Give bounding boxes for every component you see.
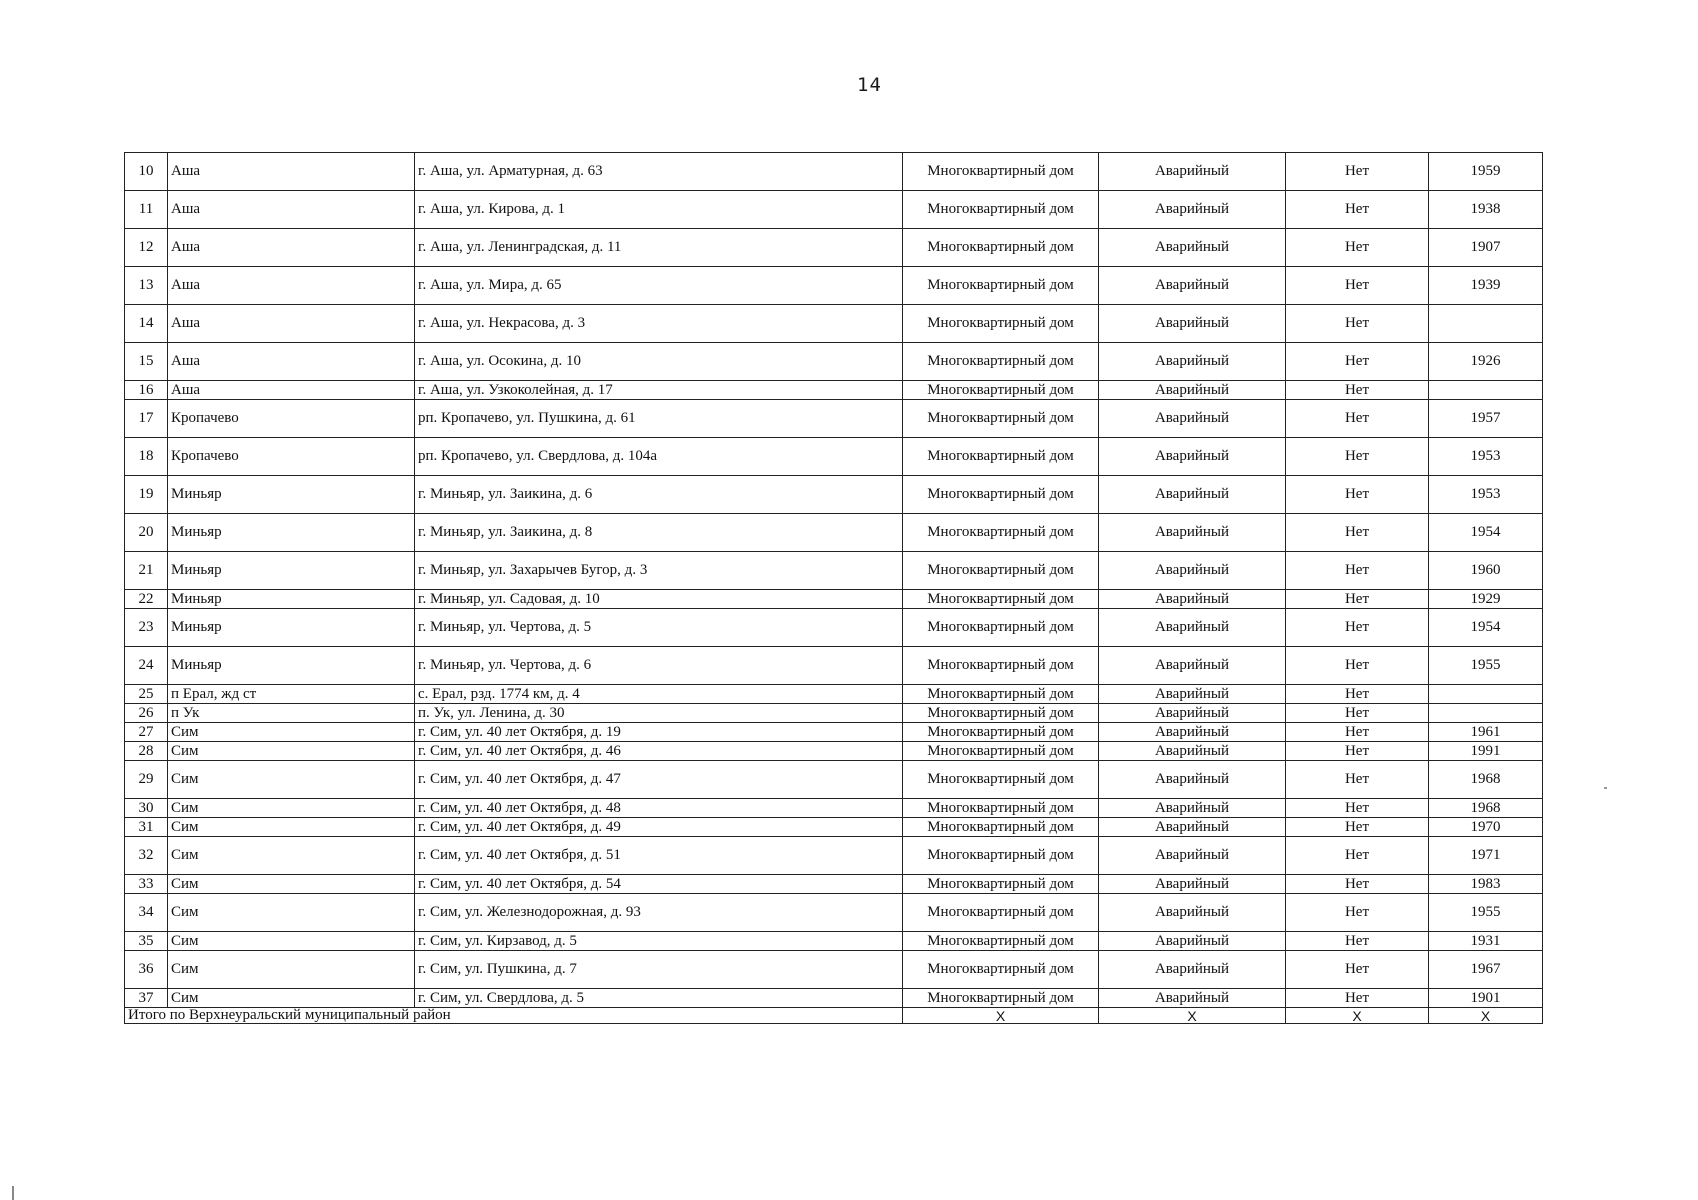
flag-cell: Нет — [1286, 818, 1429, 837]
address-cell: г. Сим, ул. 40 лет Октября, д. 47 — [415, 761, 903, 799]
address-cell: г. Сим, ул. 40 лет Октября, д. 54 — [415, 875, 903, 894]
building-type-cell: Многоквартирный дом — [903, 837, 1099, 875]
condition-cell: Аварийный — [1099, 647, 1286, 685]
condition-cell: Аварийный — [1099, 552, 1286, 590]
building-type-cell: Многоквартирный дом — [903, 761, 1099, 799]
address-cell: г. Миньяр, ул. Садовая, д. 10 — [415, 590, 903, 609]
year-cell: 1901 — [1429, 989, 1543, 1008]
row-number-cell: 36 — [125, 951, 168, 989]
row-number-cell: 11 — [125, 191, 168, 229]
address-cell: г. Сим, ул. Железнодорожная, д. 93 — [415, 894, 903, 932]
row-number-cell: 37 — [125, 989, 168, 1008]
year-cell: 1938 — [1429, 191, 1543, 229]
year-cell: 1968 — [1429, 761, 1543, 799]
table-row — [125, 229, 1543, 267]
address-cell: г. Миньяр, ул. Заикина, д. 6 — [415, 476, 903, 514]
building-type-cell: Многоквартирный дом — [903, 267, 1099, 305]
row-number-cell: 24 — [125, 647, 168, 685]
locality-cell: Сим — [168, 932, 415, 951]
flag-cell: Нет — [1286, 552, 1429, 590]
locality-cell: Миньяр — [168, 476, 415, 514]
row-number-cell: 34 — [125, 894, 168, 932]
condition-cell: Аварийный — [1099, 837, 1286, 875]
locality-cell: Миньяр — [168, 590, 415, 609]
locality-cell: Сим — [168, 799, 415, 818]
condition-cell: Аварийный — [1099, 590, 1286, 609]
address-cell: рп. Кропачево, ул. Свердлова, д. 104а — [415, 438, 903, 476]
table-row — [125, 799, 1543, 818]
flag-cell: Нет — [1286, 799, 1429, 818]
condition-cell: Аварийный — [1099, 704, 1286, 723]
row-number-cell: 32 — [125, 837, 168, 875]
building-type-cell: Многоквартирный дом — [903, 438, 1099, 476]
locality-cell: п Ерал, жд ст — [168, 685, 415, 704]
building-type-cell: Многоквартирный дом — [903, 894, 1099, 932]
locality-cell: Аша — [168, 191, 415, 229]
condition-cell: Аварийный — [1099, 723, 1286, 742]
row-number-cell: 26 — [125, 704, 168, 723]
flag-cell: Нет — [1286, 761, 1429, 799]
table-row — [125, 552, 1543, 590]
building-type-cell: Многоквартирный дом — [903, 932, 1099, 951]
table-row — [125, 191, 1543, 229]
total-row — [125, 1008, 1543, 1024]
locality-cell: Сим — [168, 875, 415, 894]
year-cell: 1953 — [1429, 476, 1543, 514]
total-label: Итого по Верхнеуральский муниципальный район — [125, 1008, 903, 1024]
locality-cell: Сим — [168, 723, 415, 742]
address-cell: г. Аша, ул. Арматурная, д. 63 — [415, 153, 903, 191]
year-cell: 1960 — [1429, 552, 1543, 590]
address-cell: г. Сим, ул. 40 лет Октября, д. 48 — [415, 799, 903, 818]
total-mark-flag: X — [1286, 1008, 1429, 1024]
address-cell: г. Миньяр, ул. Захарычев Бугор, д. 3 — [415, 552, 903, 590]
row-number-cell: 28 — [125, 742, 168, 761]
year-cell: 1971 — [1429, 837, 1543, 875]
row-number-cell: 15 — [125, 343, 168, 381]
building-type-cell: Многоквартирный дом — [903, 552, 1099, 590]
locality-cell: Сим — [168, 989, 415, 1008]
flag-cell: Нет — [1286, 343, 1429, 381]
flag-cell: Нет — [1286, 704, 1429, 723]
table-row — [125, 761, 1543, 799]
total-mark-condition: X — [1099, 1008, 1286, 1024]
building-type-cell: Многоквартирный дом — [903, 704, 1099, 723]
condition-cell: Аварийный — [1099, 191, 1286, 229]
row-number-cell: 19 — [125, 476, 168, 514]
year-cell: 1931 — [1429, 932, 1543, 951]
table-row — [125, 153, 1543, 191]
table-row — [125, 514, 1543, 552]
row-number-cell: 33 — [125, 875, 168, 894]
condition-cell: Аварийный — [1099, 799, 1286, 818]
condition-cell: Аварийный — [1099, 267, 1286, 305]
flag-cell: Нет — [1286, 438, 1429, 476]
table-row — [125, 267, 1543, 305]
year-cell: 1967 — [1429, 951, 1543, 989]
flag-cell: Нет — [1286, 894, 1429, 932]
row-number-cell: 25 — [125, 685, 168, 704]
row-number-cell: 14 — [125, 305, 168, 343]
locality-cell: Аша — [168, 343, 415, 381]
condition-cell: Аварийный — [1099, 229, 1286, 267]
locality-cell: Сим — [168, 837, 415, 875]
address-cell: г. Аша, ул. Некрасова, д. 3 — [415, 305, 903, 343]
flag-cell: Нет — [1286, 989, 1429, 1008]
building-type-cell: Многоквартирный дом — [903, 343, 1099, 381]
row-number-cell: 30 — [125, 799, 168, 818]
building-type-cell: Многоквартирный дом — [903, 647, 1099, 685]
address-cell: г. Сим, ул. Свердлова, д. 5 — [415, 989, 903, 1008]
address-cell: г. Сим, ул. 40 лет Октября, д. 19 — [415, 723, 903, 742]
row-number-cell: 23 — [125, 609, 168, 647]
table-row — [125, 951, 1543, 989]
table-row — [125, 343, 1543, 381]
building-type-cell: Многоквартирный дом — [903, 951, 1099, 989]
table-row — [125, 837, 1543, 875]
building-type-cell: Многоквартирный дом — [903, 514, 1099, 552]
flag-cell: Нет — [1286, 875, 1429, 894]
building-type-cell: Многоквартирный дом — [903, 742, 1099, 761]
total-mark-year: X — [1429, 1008, 1543, 1024]
locality-cell: Аша — [168, 305, 415, 343]
building-type-cell: Многоквартирный дом — [903, 799, 1099, 818]
condition-cell: Аварийный — [1099, 761, 1286, 799]
table-row — [125, 932, 1543, 951]
building-type-cell: Многоквартирный дом — [903, 989, 1099, 1008]
row-number-cell: 35 — [125, 932, 168, 951]
flag-cell: Нет — [1286, 400, 1429, 438]
condition-cell: Аварийный — [1099, 400, 1286, 438]
flag-cell: Нет — [1286, 191, 1429, 229]
building-type-cell: Многоквартирный дом — [903, 609, 1099, 647]
flag-cell: Нет — [1286, 837, 1429, 875]
flag-cell: Нет — [1286, 932, 1429, 951]
condition-cell: Аварийный — [1099, 685, 1286, 704]
building-type-cell: Многоквартирный дом — [903, 400, 1099, 438]
condition-cell: Аварийный — [1099, 951, 1286, 989]
building-type-cell: Многоквартирный дом — [903, 685, 1099, 704]
year-cell: 1926 — [1429, 343, 1543, 381]
scan-speck — [1604, 787, 1607, 789]
address-cell: г. Сим, ул. Пушкина, д. 7 — [415, 951, 903, 989]
address-cell: п. Ук, ул. Ленина, д. 30 — [415, 704, 903, 723]
row-number-cell: 13 — [125, 267, 168, 305]
building-type-cell: Многоквартирный дом — [903, 723, 1099, 742]
total-mark-type: X — [903, 1008, 1099, 1024]
year-cell — [1429, 305, 1543, 343]
flag-cell: Нет — [1286, 590, 1429, 609]
condition-cell: Аварийный — [1099, 875, 1286, 894]
table-row — [125, 590, 1543, 609]
year-cell: 1983 — [1429, 875, 1543, 894]
building-type-cell: Многоквартирный дом — [903, 305, 1099, 343]
year-cell: 1953 — [1429, 438, 1543, 476]
condition-cell: Аварийный — [1099, 894, 1286, 932]
flag-cell: Нет — [1286, 685, 1429, 704]
year-cell: 1907 — [1429, 229, 1543, 267]
address-cell: г. Сим, ул. 40 лет Октября, д. 49 — [415, 818, 903, 837]
table-row — [125, 989, 1543, 1008]
flag-cell: Нет — [1286, 229, 1429, 267]
condition-cell: Аварийный — [1099, 818, 1286, 837]
locality-cell: Миньяр — [168, 647, 415, 685]
building-type-cell: Многоквартирный дом — [903, 153, 1099, 191]
table-row — [125, 305, 1543, 343]
year-cell: 1954 — [1429, 609, 1543, 647]
condition-cell: Аварийный — [1099, 381, 1286, 400]
year-cell: 1991 — [1429, 742, 1543, 761]
flag-cell: Нет — [1286, 742, 1429, 761]
locality-cell: Кропачево — [168, 400, 415, 438]
condition-cell: Аварийный — [1099, 476, 1286, 514]
address-cell: г. Сим, ул. 40 лет Октября, д. 46 — [415, 742, 903, 761]
row-number-cell: 21 — [125, 552, 168, 590]
locality-cell: Аша — [168, 229, 415, 267]
table-row — [125, 742, 1543, 761]
locality-cell: Миньяр — [168, 552, 415, 590]
address-cell: с. Ерал, рзд. 1774 км, д. 4 — [415, 685, 903, 704]
locality-cell: Аша — [168, 153, 415, 191]
row-number-cell: 18 — [125, 438, 168, 476]
housing-registry-table — [124, 152, 1543, 1024]
flag-cell: Нет — [1286, 951, 1429, 989]
condition-cell: Аварийный — [1099, 438, 1286, 476]
flag-cell: Нет — [1286, 647, 1429, 685]
building-type-cell: Многоквартирный дом — [903, 476, 1099, 514]
locality-cell: Миньяр — [168, 514, 415, 552]
address-cell: г. Миньяр, ул. Чертова, д. 6 — [415, 647, 903, 685]
flag-cell: Нет — [1286, 305, 1429, 343]
address-cell: г. Сим, ул. Кирзавод, д. 5 — [415, 932, 903, 951]
flag-cell: Нет — [1286, 476, 1429, 514]
address-cell: г. Аша, ул. Ленинградская, д. 11 — [415, 229, 903, 267]
locality-cell: Сим — [168, 742, 415, 761]
year-cell: 1955 — [1429, 894, 1543, 932]
year-cell: 1961 — [1429, 723, 1543, 742]
year-cell — [1429, 381, 1543, 400]
year-cell: 1954 — [1429, 514, 1543, 552]
condition-cell: Аварийный — [1099, 514, 1286, 552]
locality-cell: Сим — [168, 894, 415, 932]
address-cell: г. Аша, ул. Узкоколейная, д. 17 — [415, 381, 903, 400]
row-number-cell: 31 — [125, 818, 168, 837]
table-row — [125, 704, 1543, 723]
flag-cell: Нет — [1286, 381, 1429, 400]
address-cell: г. Миньяр, ул. Чертова, д. 5 — [415, 609, 903, 647]
table-row — [125, 438, 1543, 476]
condition-cell: Аварийный — [1099, 153, 1286, 191]
condition-cell: Аварийный — [1099, 932, 1286, 951]
building-type-cell: Многоквартирный дом — [903, 875, 1099, 894]
building-type-cell: Многоквартирный дом — [903, 590, 1099, 609]
table-row — [125, 894, 1543, 932]
year-cell: 1955 — [1429, 647, 1543, 685]
year-cell: 1970 — [1429, 818, 1543, 837]
locality-cell: Миньяр — [168, 609, 415, 647]
flag-cell: Нет — [1286, 514, 1429, 552]
building-type-cell: Многоквартирный дом — [903, 191, 1099, 229]
year-cell: 1929 — [1429, 590, 1543, 609]
row-number-cell: 10 — [125, 153, 168, 191]
table-row — [125, 875, 1543, 894]
year-cell — [1429, 685, 1543, 704]
table-row — [125, 685, 1543, 704]
page-number: 14 — [857, 74, 882, 96]
row-number-cell: 17 — [125, 400, 168, 438]
row-number-cell: 22 — [125, 590, 168, 609]
table-row — [125, 647, 1543, 685]
row-number-cell: 20 — [125, 514, 168, 552]
building-type-cell: Многоквартирный дом — [903, 381, 1099, 400]
table-row — [125, 818, 1543, 837]
table-row — [125, 476, 1543, 514]
table-row — [125, 609, 1543, 647]
scan-mark — [12, 1186, 14, 1200]
table-row — [125, 400, 1543, 438]
locality-cell: Сим — [168, 761, 415, 799]
building-type-cell: Многоквартирный дом — [903, 229, 1099, 267]
flag-cell: Нет — [1286, 267, 1429, 305]
year-cell: 1959 — [1429, 153, 1543, 191]
condition-cell: Аварийный — [1099, 343, 1286, 381]
address-cell: г. Аша, ул. Мира, д. 65 — [415, 267, 903, 305]
year-cell: 1939 — [1429, 267, 1543, 305]
year-cell — [1429, 704, 1543, 723]
year-cell: 1968 — [1429, 799, 1543, 818]
condition-cell: Аварийный — [1099, 305, 1286, 343]
condition-cell: Аварийный — [1099, 609, 1286, 647]
condition-cell: Аварийный — [1099, 742, 1286, 761]
building-type-cell: Многоквартирный дом — [903, 818, 1099, 837]
locality-cell: Сим — [168, 818, 415, 837]
locality-cell: п Ук — [168, 704, 415, 723]
flag-cell: Нет — [1286, 153, 1429, 191]
address-cell: г. Сим, ул. 40 лет Октября, д. 51 — [415, 837, 903, 875]
address-cell: г. Аша, ул. Осокина, д. 10 — [415, 343, 903, 381]
row-number-cell: 12 — [125, 229, 168, 267]
address-cell: г. Миньяр, ул. Заикина, д. 8 — [415, 514, 903, 552]
address-cell: г. Аша, ул. Кирова, д. 1 — [415, 191, 903, 229]
year-cell: 1957 — [1429, 400, 1543, 438]
registry-body — [125, 153, 1543, 1024]
row-number-cell: 29 — [125, 761, 168, 799]
locality-cell: Аша — [168, 381, 415, 400]
condition-cell: Аварийный — [1099, 989, 1286, 1008]
row-number-cell: 16 — [125, 381, 168, 400]
row-number-cell: 27 — [125, 723, 168, 742]
address-cell: рп. Кропачево, ул. Пушкина, д. 61 — [415, 400, 903, 438]
locality-cell: Сим — [168, 951, 415, 989]
table-row — [125, 723, 1543, 742]
table-row — [125, 381, 1543, 400]
flag-cell: Нет — [1286, 723, 1429, 742]
locality-cell: Кропачево — [168, 438, 415, 476]
locality-cell: Аша — [168, 267, 415, 305]
flag-cell: Нет — [1286, 609, 1429, 647]
